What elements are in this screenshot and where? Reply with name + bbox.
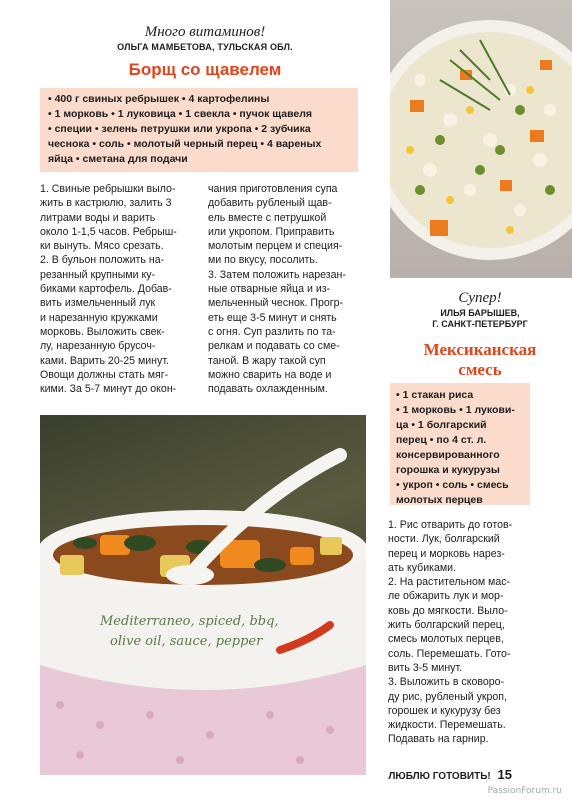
step-line: жить болгарский перец, xyxy=(388,619,505,632)
recipe-title-right xyxy=(390,340,570,380)
ingredient-line: горошка и кукурузы xyxy=(396,464,500,476)
step-line: смесь молотых перцев, xyxy=(388,633,504,646)
magazine-name: ЛЮБЛЮ ГОТОВИТЬ! xyxy=(388,771,491,782)
step-line: 2. На растительном мас- xyxy=(388,576,511,589)
author-line: Г. САНКТ-ПЕТЕРБУРГ xyxy=(432,319,528,329)
step-line: подавать охлажденным. xyxy=(208,383,328,396)
recipe-tagline-right: Супер! xyxy=(458,290,502,306)
step-line: релкам и подавать со сме- xyxy=(208,340,340,353)
step-line: ками. Варить 20-25 минут. xyxy=(40,354,169,367)
step-line: литрами воды и варить xyxy=(40,211,156,224)
column-separator xyxy=(376,0,380,278)
step-line: таной. В жару такой суп xyxy=(208,354,326,367)
ingredient-line: перец • по 4 ст. л. xyxy=(396,434,487,446)
step-line: Подавать на гарнир. xyxy=(388,733,489,746)
step-line: лу, нарезанную брусоч- xyxy=(40,340,156,353)
step-line: ковь до мягкости. Выло- xyxy=(388,604,508,617)
bowl-text-line-2: olive oil, sauce, pepper xyxy=(110,634,263,649)
step-line: 2. В бульон положить на- xyxy=(40,254,165,267)
steps-column-1 xyxy=(40,182,205,396)
ingredient-line: • специи • зелень петрушки или укропа • 2 зубчика xyxy=(48,123,311,135)
recipe-author-right xyxy=(390,308,570,330)
steps-column-2 xyxy=(208,182,368,396)
ingredient-line: чеснока • соль • молотый черный перец • 4 вареных xyxy=(48,138,322,150)
step-line: перец и морковь нарез- xyxy=(388,547,505,560)
step-line: жидкости. Перемешать. xyxy=(388,719,506,732)
step-line: вить измельченный лук xyxy=(40,297,156,310)
step-line: ми по вкусу, посолить. xyxy=(208,254,318,267)
watermark: PassionForum.ru xyxy=(487,786,562,796)
step-line: 1. Рис отварить до готов- xyxy=(388,519,513,531)
author-line: ИЛЬЯ БАРЫШЕВ, xyxy=(440,308,520,318)
ingredient-line: яйца • сметана для подачи xyxy=(48,153,188,165)
ingredient-line: • 1 стакан риса xyxy=(396,389,474,401)
salad-photo xyxy=(390,0,572,278)
rice-salad-illustration xyxy=(390,0,572,278)
ingredient-line: ца • 1 болгарский xyxy=(396,419,487,431)
ingredients-box-borscht xyxy=(40,88,358,172)
step-line: чания приготовления супа xyxy=(208,183,338,195)
step-line: ле обжарить лук и мор- xyxy=(388,590,504,603)
recipe-title: Борщ со щавелем xyxy=(128,60,282,79)
ingredient-line: • 400 г свиных ребрышек • 4 картофелины xyxy=(48,93,270,105)
title-line: Мексиканская xyxy=(423,340,537,359)
ingredients-box-mexican-mix xyxy=(390,383,530,505)
ingredient-line: • укроп • соль • смесь xyxy=(396,479,509,491)
step-line: биками картофель. Добав- xyxy=(40,283,172,296)
step-line: ду рис, рубленый укроп, xyxy=(388,690,507,703)
step-line: вить 3-5 минут. xyxy=(388,661,463,674)
soup-photo xyxy=(40,415,366,775)
step-line: ки вынуть. Мясо срезать. xyxy=(40,240,164,253)
step-line: можно сварить на воде и xyxy=(208,368,332,381)
step-line: соль. Перемешать. Гото- xyxy=(388,647,511,660)
step-line: добавить рубленый щав- xyxy=(208,197,332,210)
ingredient-line: молотых перцев xyxy=(396,494,483,506)
step-line: морковь. Выложить свек- xyxy=(40,325,165,338)
page-number: 15 xyxy=(497,767,512,782)
steps-right xyxy=(388,518,548,747)
bowl-text-line-1: Mediterraneo, spiced, bbq, xyxy=(100,614,279,629)
step-line: ные отварные яйца и из- xyxy=(208,283,331,296)
recipe-author: ОЛЬГА МАМБЕТОВА, ТУЛЬСКАЯ ОБЛ. xyxy=(117,42,293,52)
ingredient-line: консервированного xyxy=(396,449,500,461)
ingredient-line: • 1 морковь • 1 луковица • 1 свекла • пучок щавеля xyxy=(48,108,313,120)
step-line: или укропом. Приправить xyxy=(208,225,335,238)
step-line: 3. Затем положить нарезан- xyxy=(208,268,346,281)
step-line: ности. Лук, болгарский xyxy=(388,533,500,546)
step-line: около 1-1,5 часов. Ребрыш- xyxy=(40,225,177,238)
step-line: еть еще 3-5 минут и снять xyxy=(208,311,337,324)
step-line: Овощи должны стать мяг- xyxy=(40,368,169,381)
step-line: ель вместе с петрушкой xyxy=(208,211,327,224)
step-line: мельченный чеснок. Прогр- xyxy=(208,297,344,310)
ingredient-line: • 1 морковь • 1 лукови- xyxy=(396,404,515,416)
step-line: и нарезанную кружками xyxy=(40,311,158,324)
step-line: ать кубиками. xyxy=(388,561,457,574)
step-line: с огня. Суп разлить по та- xyxy=(208,325,336,338)
step-line: резанный крупными ку- xyxy=(40,268,156,281)
step-line: горошек и кукурузу без xyxy=(388,704,501,717)
page-footer xyxy=(388,767,512,782)
step-line: кими. За 5-7 минут до окон- xyxy=(40,383,177,396)
soup-bowl-illustration xyxy=(40,415,366,775)
step-line: 1. Свиные ребрышки выло- xyxy=(40,183,176,195)
step-line: молотым перцем и специя- xyxy=(208,240,343,253)
title-line: смесь xyxy=(458,360,502,379)
step-line: 3. Выложить в сковоро- xyxy=(388,676,505,689)
step-line: жить в кастрюлю, залить 3 xyxy=(40,197,172,210)
recipe-tagline: Много витаминов! xyxy=(144,24,266,40)
